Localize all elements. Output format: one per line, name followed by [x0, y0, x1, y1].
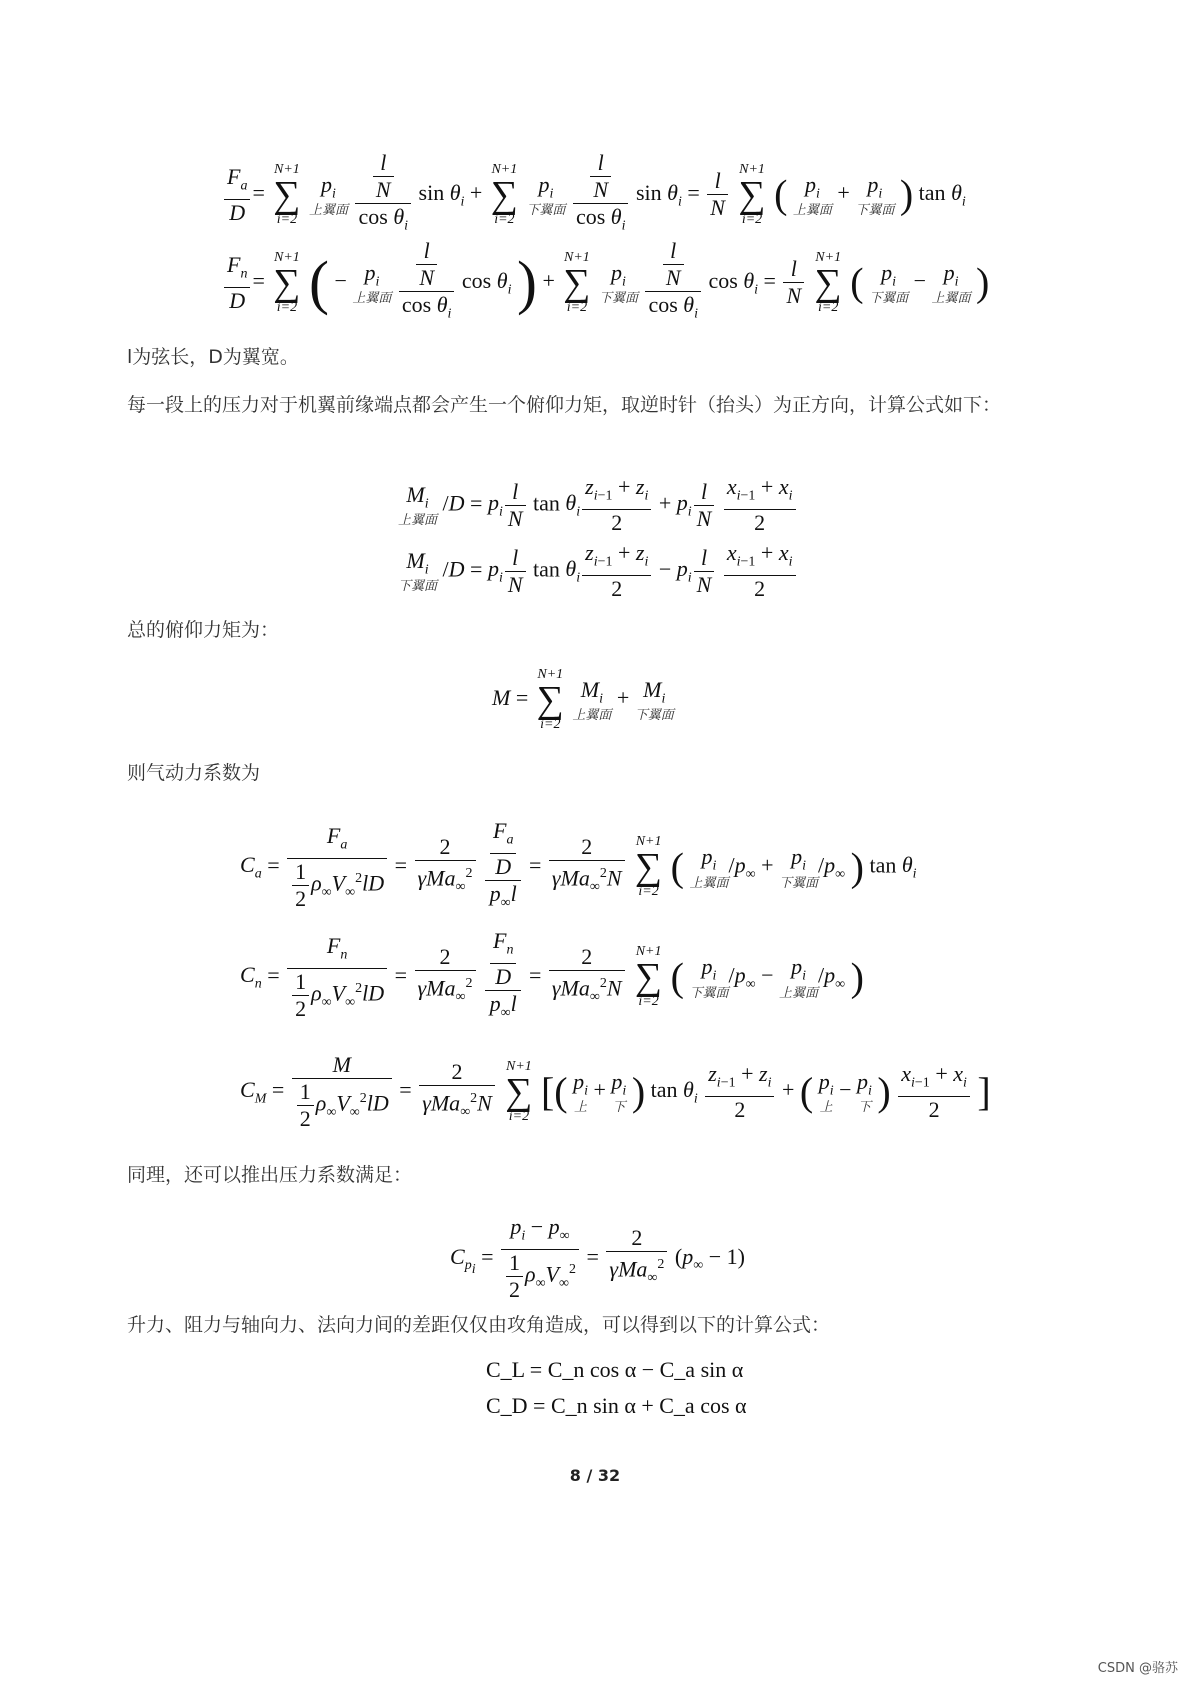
- equation-cm: $C_M$ = M $\frac{1}{2}$ $\rho_\infty V_\infty^2lD$ = $\frac{2}{\gamma Ma_\infty^2N}$ N+1 ∑ i=2 [( $p_i$ 上 + $p_i$ 下 ) $\tan \theta_i$ $\frac{z_{i-1} + z_i}{2}$ + ( $p_i$ 上 − $p_i$ 下 ) $\frac{x_{i-1} + x_i}{2}$ ]: [240, 1052, 991, 1131]
- equation-cn: $C_n$ = $F_n$ $\frac{1}{2}$ $\rho_\infty V_\infty^2lD$ = $\frac{2}{\gamma Ma_\infty^2}$ $\frac{\frac{F_n}{D}}{p_\infty l}$ = $\frac{2}{\gamma Ma_\infty^2N}$ N+1 ∑ i=2 ( $p_i$ 下翼面 $/p_\infty$ − $p_i$ 上翼面 $/p_\infty$ ): [240, 928, 864, 1022]
- paragraph-coefficients: 则气动力系数为: [127, 762, 261, 784]
- equation-moment-lower: $M_i$ 下翼面 $/D = p_i$ $\frac{l}{N}$ $\tan \theta_i$ $\frac{z_{i-1} + z_i}{2}$ − $p_i$ $\frac{l}{N}$ $\frac{x_{i-1} + x_i}{2}$: [398, 540, 798, 602]
- equation-ca: $C_a$ = $F_a$ $\frac{1}{2}$ $\rho_\infty V_\infty^2lD$ = $\frac{2}{\gamma Ma_\infty^2}$ $\frac{\frac{F_a}{D}}{p_\infty l}$ = $\frac{2}{\gamma Ma_\infty^2N}$ N+1 ∑ i=2 ( $p_i$ 上翼面 $/p_\infty$ + $p_i$ 下翼面 $/p_\infty$ ) $\tan \theta_i$: [240, 818, 917, 912]
- paragraph-chord: l为弦长，D为翼宽。: [127, 346, 299, 368]
- paragraph-pressure-coefficient: 同理，还可以推出压力系数满足：: [127, 1164, 413, 1186]
- equation-cp: $C_{p_i}$ = $p_i - p_\infty$ $\frac{1}{2}$ $\rho_\infty V_\infty^2$ = $\frac{2}{\gamma Ma_\infty^2}$ $(p_\infty - 1)$: [450, 1214, 745, 1303]
- equation-cl: C_L = C_n cos α − C_a sin α: [486, 1357, 744, 1382]
- equation-fa: $\frac{F_a}{D}$ = N+1 ∑ i=2 $p_i$ 上翼面 $\frac{\frac{l}{N}}{\cos \theta_i}$ $\sin \theta_i$ + N+1 ∑ i=2 $p_i$ 下翼面 $\frac{\frac{l}{N}}{\cos \theta_i}$ $\sin \theta_i$ = $\frac{l}{N}$ N+1 ∑ i=2 ( $p_i$ 上翼面 + $p_i$ 下翼面 ) $\tan \theta_i$: [222, 150, 966, 239]
- equation-total-moment: M = N+1 ∑ i=2 $M_i$ 上翼面 + $M_i$ 下翼面: [492, 667, 674, 732]
- equation-moment-upper: $M_i$ 上翼面 $/D = p_i$ $\frac{l}{N}$ $\tan \theta_i$ $\frac{z_{i-1} + z_i}{2}$ + $p_i$ $\frac{l}{N}$ $\frac{x_{i-1} + x_i}{2}$: [398, 474, 798, 536]
- paragraph-lift-drag: 升力、阻力与轴向力、法向力间的差距仅仅由攻角造成，可以得到以下的计算公式：: [127, 1314, 831, 1336]
- paragraph-total-moment: 总的俯仰力矩为：: [127, 619, 280, 641]
- equation-fn: $\frac{F_n}{D}$ = N+1 ∑ i=2 ( − $p_i$ 上翼面 $\frac{\frac{l}{N}}{\cos \theta_i}$ $\cos \theta_i$ ) + N+1 ∑ i=2 $p_i$ 下翼面 $\frac{\frac{l}{N}}{\cos \theta_i}$ $\cos \theta_i$ = $\frac{l}{N}$ N+1 ∑ i=2 ( $p_i$ 下翼面 − $p_i$ 上翼面 ): [222, 238, 989, 327]
- watermark: CSDN @骆苏: [1097, 1661, 1178, 1676]
- page-number: 8 / 32: [569, 1466, 621, 1485]
- equation-cd: C_D = C_n sin α + C_a cos α: [486, 1393, 747, 1418]
- paragraph-moment-intro: 每一段上的压力对于机翼前缘端点都会产生一个俯仰力矩，取逆时针（抬头）为正方向，计算公式如下：: [127, 394, 1002, 416]
